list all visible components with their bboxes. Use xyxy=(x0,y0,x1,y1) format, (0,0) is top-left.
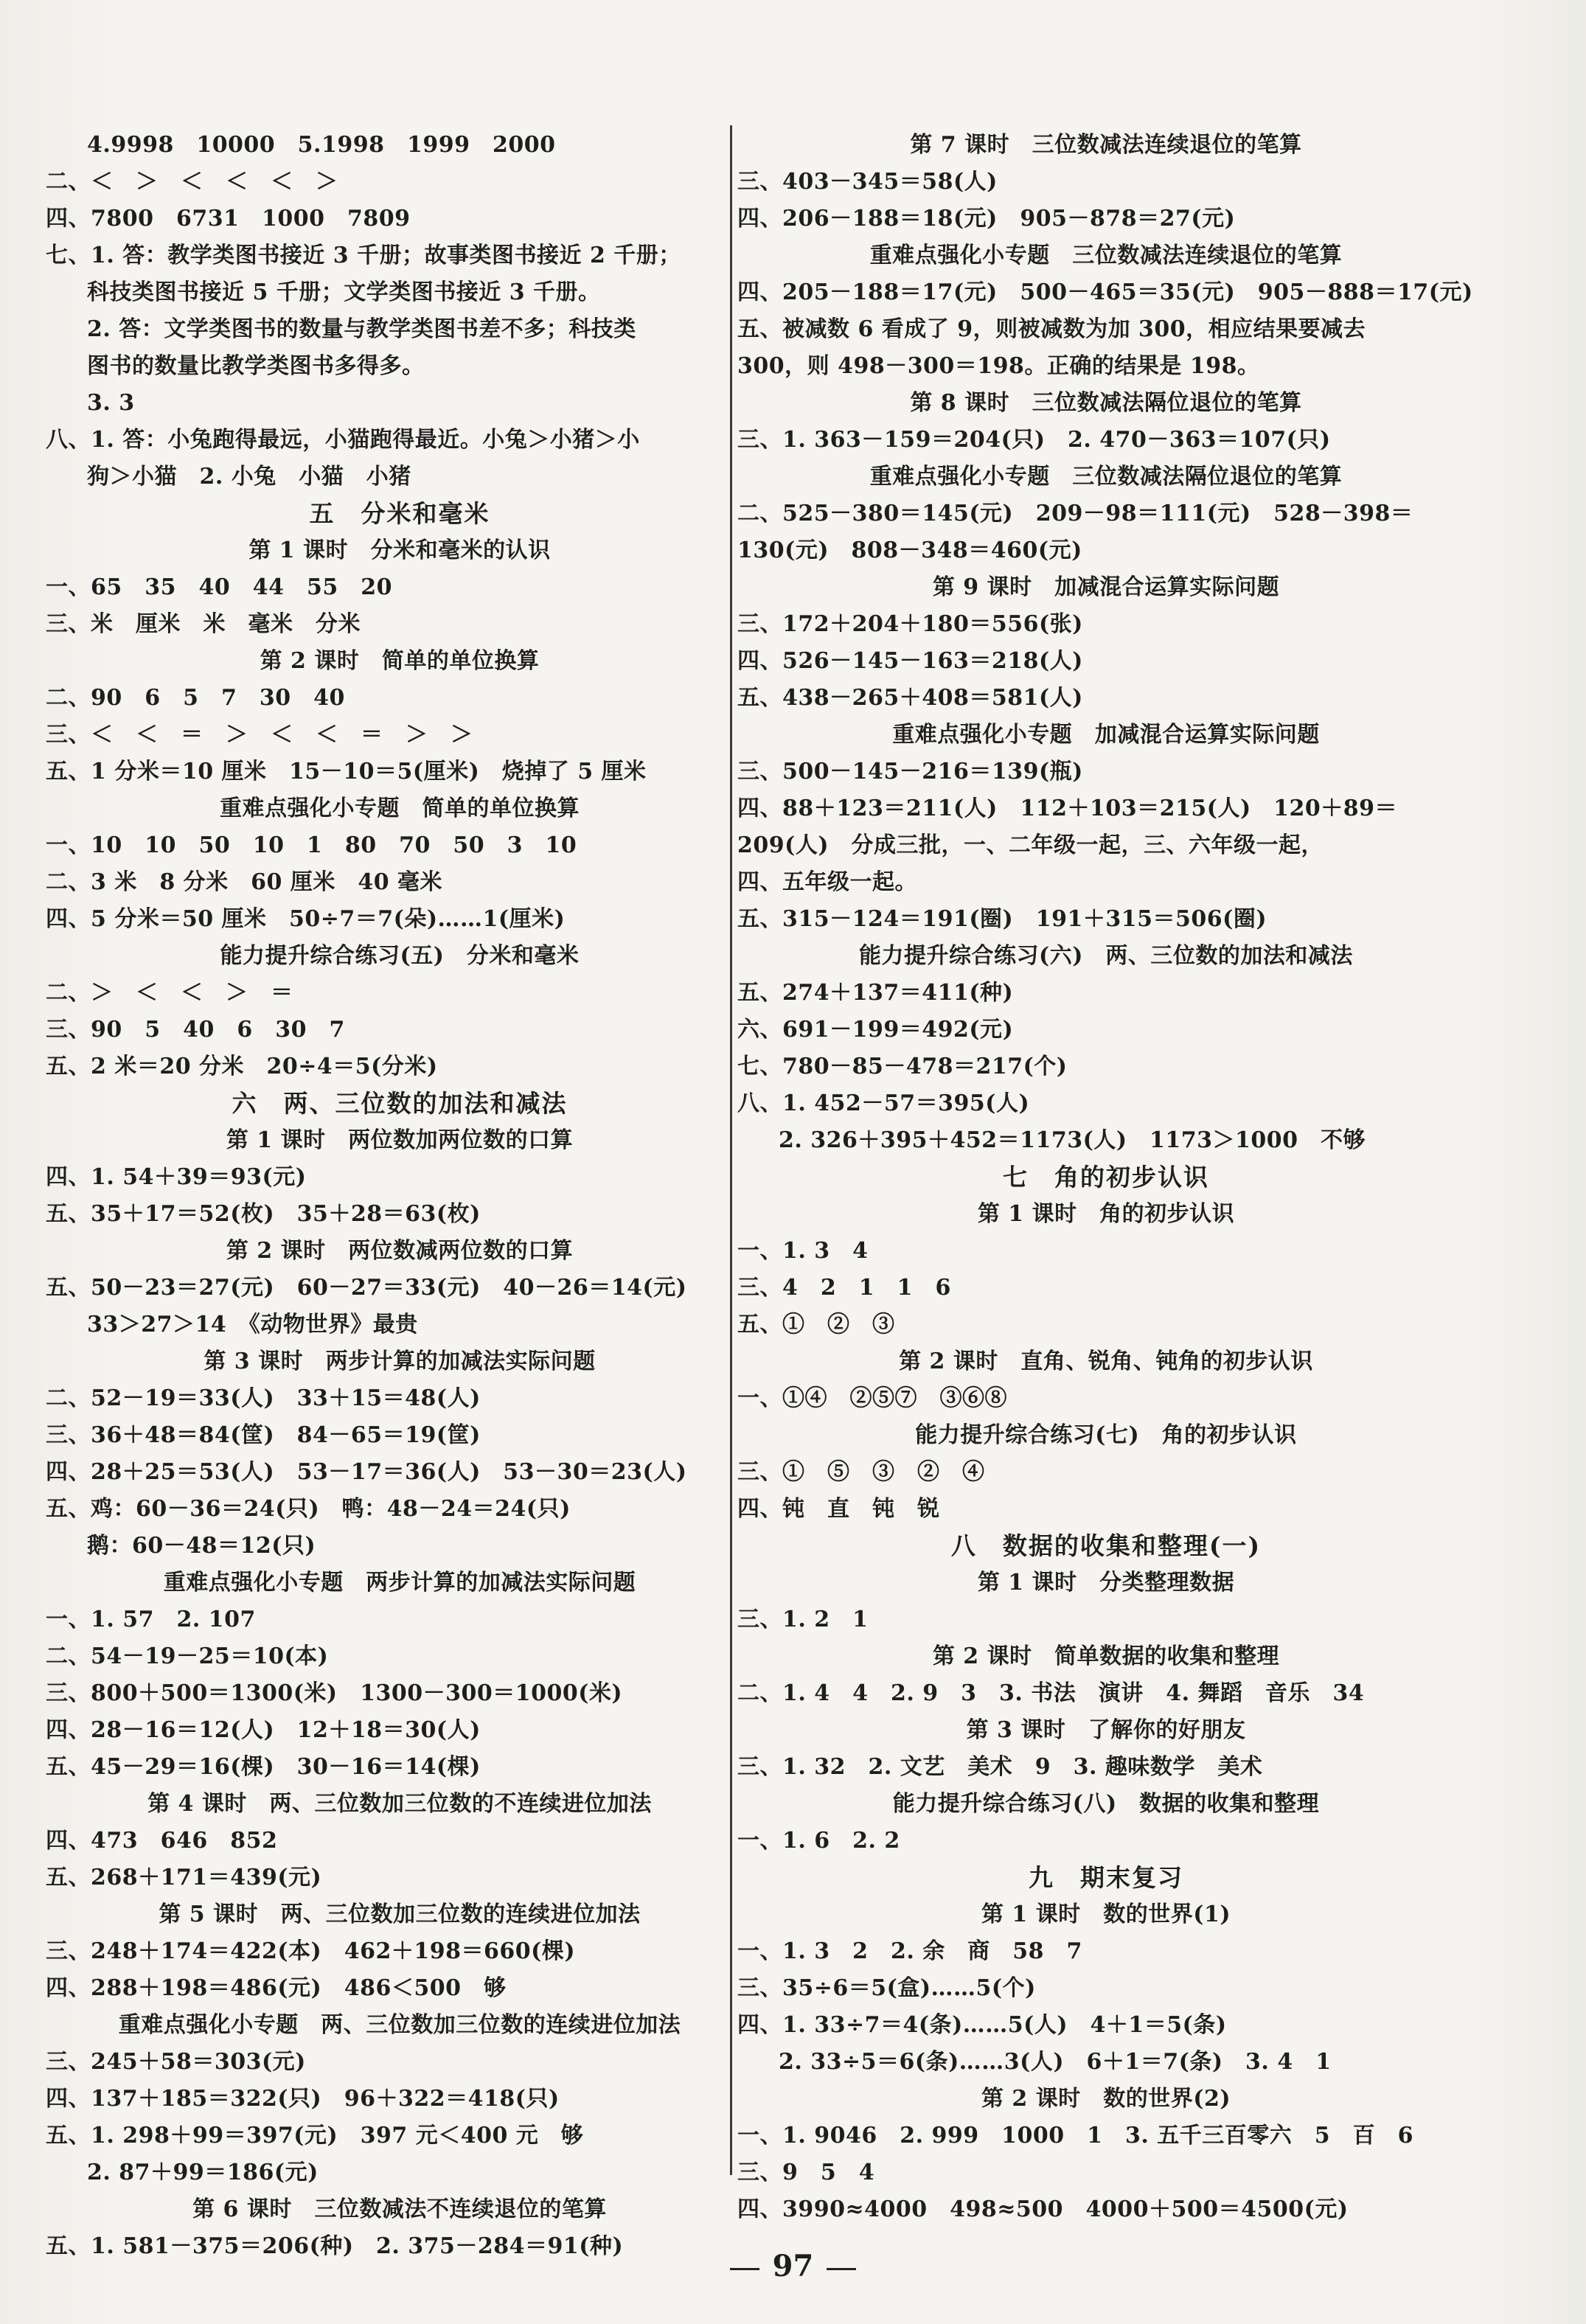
right-answer-line: 四、526－145－163＝218(人) xyxy=(737,648,1083,674)
column-divider xyxy=(730,125,732,2175)
right-answer-line: 三、9 5 4 xyxy=(737,2160,875,2185)
right-lesson-heading: 重难点强化小专题 三位数减法连续退位的笔算 xyxy=(869,243,1343,268)
left-chapter-title: 五 分米和毫米 xyxy=(309,499,490,528)
left-lesson-heading: 第 6 课时 三位数减法不连续退位的笔算 xyxy=(192,2196,607,2222)
right-lesson-heading: 第 1 课时 数的世界(1) xyxy=(981,1902,1231,1927)
left-answer-line: 四、7800 6731 1000 7809 xyxy=(46,206,411,232)
left-lesson-heading: 第 4 课时 两、三位数加三位数的不连续进位加法 xyxy=(147,1791,652,1817)
right-answer-line: 五、被减数 6 看成了 9，则被减数为加 300，相应结果要减去 xyxy=(737,316,1366,342)
left-answer-line: 三、90 5 40 6 30 7 xyxy=(46,1017,345,1043)
right-column xyxy=(737,127,1475,2228)
right-chapter-title: 九 期末复习 xyxy=(1029,1863,1183,1892)
right-answer-line: 2. 33÷5＝6(条)……3(人) 6＋1＝7(条) 3. 4 1 xyxy=(779,2049,1332,2075)
left-answer-line: 三、800＋500＝1300(米) 1300－300＝1000(米) xyxy=(46,1680,623,1706)
right-lesson-heading: 第 9 课时 加减混合运算实际问题 xyxy=(932,574,1280,600)
left-answer-line: 四、137＋185＝322(只) 96＋322＝418(只) xyxy=(46,2086,560,2112)
left-lesson-heading: 能力提升综合练习(五) 分米和毫米 xyxy=(220,943,580,969)
right-answer-line: 二、1. 4 4 2. 9 3 3. 书法 演讲 4. 舞蹈 音乐 34 xyxy=(737,1680,1365,1706)
left-answer-line: 八、1. 答：小兔跑得最远，小猫跑得最近。小兔＞小猪＞小 xyxy=(46,427,640,453)
left-answer-line: 二、＞ ＜ ＜ ＞ ＝ xyxy=(46,980,293,1006)
left-lesson-heading: 重难点强化小专题 简单的单位换算 xyxy=(220,796,580,821)
left-answer-line: 四、473 646 852 xyxy=(46,1828,278,1854)
left-answer-line: 3. 3 xyxy=(87,390,135,416)
left-answer-line: 五、50－23＝27(元) 60－27＝33(元) 40－26＝14(元) xyxy=(46,1275,687,1301)
right-lesson-heading: 能力提升综合练习(六) 两、三位数的加法和减法 xyxy=(859,943,1353,969)
right-answer-line: 四、3990≈4000 498≈500 4000＋500＝4500(元) xyxy=(737,2196,1349,2222)
right-lesson-heading: 第 1 课时 角的初步认识 xyxy=(977,1201,1235,1227)
left-lesson-heading: 第 1 课时 分米和毫米的认识 xyxy=(248,537,551,563)
left-answer-line: 五、鸡：60－36＝24(只) 鸭：48－24＝24(只) xyxy=(46,1496,571,1522)
page-number xyxy=(0,2249,1586,2283)
right-lesson-heading: 第 7 课时 三位数减法连续退位的笔算 xyxy=(910,132,1302,158)
right-answer-line: 三、① ⑤ ③ ② ④ xyxy=(737,1459,985,1485)
right-answer-line: 300，则 498－300＝198。正确的结果是 198。 xyxy=(737,353,1260,379)
right-answer-line: 三、500－145－216＝139(瓶) xyxy=(737,759,1083,784)
left-answer-line: 五、1. 298＋99＝397(元) 397 元＜400 元 够 xyxy=(46,2123,584,2149)
right-answer-line: 三、1. 32 2. 文艺 美术 9 3. 趣味数学 美术 xyxy=(737,1754,1263,1780)
left-lesson-heading: 第 5 课时 两、三位数加三位数的连续进位加法 xyxy=(159,1902,641,1927)
left-answer-line: 二、＜ ＞ ＜ ＜ ＜ ＞ xyxy=(46,169,338,195)
left-lesson-heading: 第 3 课时 两步计算的加减法实际问题 xyxy=(204,1349,596,1374)
right-answer-line: 六、691－199＝492(元) xyxy=(737,1017,1014,1043)
left-answer-line: 四、1. 54＋39＝93(元) xyxy=(46,1164,307,1190)
right-answer-line: 三、1. 2 1 xyxy=(737,1607,869,1632)
right-answer-line: 一、1. 6 2. 2 xyxy=(737,1828,900,1854)
left-answer-line: 三、245＋58＝303(元) xyxy=(46,2049,306,2075)
right-answer-line: 四、88＋123＝211(人) 112＋103＝215(人) 120＋89＝ xyxy=(737,796,1398,821)
right-answer-line: 三、35÷6＝5(盒)……5(个) xyxy=(737,1975,1036,2001)
left-column xyxy=(46,127,754,2265)
left-answer-line: 三、36＋48＝84(筐) 84－65＝19(筐) xyxy=(46,1422,481,1448)
right-answer-line: 四、205－188＝17(元) 500－465＝35(元) 905－888＝17(元) xyxy=(737,279,1473,305)
right-answer-line: 五、438－265＋408＝581(人) xyxy=(737,685,1083,711)
left-answer-line: 科技类图书接近 5 千册；文学类图书接近 3 千册。 xyxy=(87,279,601,305)
left-answer-line: 鹅：60－48＝12(只) xyxy=(87,1533,316,1559)
page-number-dash-left xyxy=(730,2268,759,2270)
right-answer-line: 一、①④ ②⑤⑦ ③⑥⑧ xyxy=(737,1385,1007,1411)
right-answer-line: 四、1. 33÷7＝4(条)……5(人) 4＋1＝5(条) xyxy=(737,2012,1227,2038)
left-answer-line: 四、28＋25＝53(人) 53－17＝36(人) 53－30＝23(人) xyxy=(46,1459,687,1485)
right-lesson-heading: 重难点强化小专题 三位数减法隔位退位的笔算 xyxy=(869,464,1343,490)
left-answer-line: 2. 答：文学类图书的数量与教学类图书差不多；科技类 xyxy=(87,316,636,342)
left-answer-line: 图书的数量比教学类图书多得多。 xyxy=(87,353,425,379)
right-lesson-heading: 第 2 课时 直角、锐角、钝角的初步认识 xyxy=(899,1349,1313,1374)
left-answer-line: 二、54－19－25＝10(本) xyxy=(46,1643,329,1669)
left-answer-line: 五、1 分米＝10 厘米 15－10＝5(厘米) 烧掉了 5 厘米 xyxy=(46,759,647,784)
left-answer-line: 一、10 10 50 10 1 80 70 50 3 10 xyxy=(46,832,577,858)
right-answer-line: 三、403－345＝58(人) xyxy=(737,169,998,195)
right-lesson-heading: 第 2 课时 简单数据的收集和整理 xyxy=(932,1643,1280,1669)
left-answer-line: 二、52－19＝33(人) 33＋15＝48(人) xyxy=(46,1385,481,1411)
right-answer-line: 2. 326＋395＋452＝1173(人) 1173＞1000 不够 xyxy=(779,1127,1366,1153)
right-chapter-title: 七 角的初步认识 xyxy=(1003,1163,1209,1191)
left-answer-line: 33＞27＞14 《动物世界》最贵 xyxy=(87,1312,418,1337)
left-lesson-heading: 第 1 课时 两位数加两位数的口算 xyxy=(226,1127,574,1153)
right-answer-line: 四、钝 直 钝 锐 xyxy=(737,1496,940,1522)
left-answer-line: 一、65 35 40 44 55 20 xyxy=(46,574,392,600)
left-answer-line: 五、35＋17＝52(枚) 35＋28＝63(枚) xyxy=(46,1201,481,1227)
left-lesson-heading: 重难点强化小专题 两、三位数加三位数的连续进位加法 xyxy=(118,2012,681,2038)
left-answer-line: 五、1. 581－375＝206(种) 2. 375－284＝91(种) xyxy=(46,2233,624,2259)
right-lesson-heading: 能力提升综合练习(八) 数据的收集和整理 xyxy=(892,1791,1320,1817)
right-answer-line: 209(人) 分成三批，一、二年级一起，三、六年级一起， xyxy=(737,832,1324,858)
left-answer-line: 四、288＋198＝486(元) 486＜500 够 xyxy=(46,1975,507,2001)
left-answer-line: 一、1. 57 2. 107 xyxy=(46,1607,256,1632)
left-answer-line: 三、米 厘米 米 毫米 分米 xyxy=(46,611,361,637)
right-answer-line: 一、1. 9046 2. 999 1000 1 3. 五千三百零六 5 百 6 xyxy=(737,2123,1414,2149)
left-answer-line: 五、268＋171＝439(元) xyxy=(46,1865,322,1890)
right-lesson-heading: 重难点强化小专题 加减混合运算实际问题 xyxy=(892,722,1320,748)
left-answer-line: 三、＜ ＜ ＝ ＞ ＜ ＜ ＝ ＞ ＞ xyxy=(46,722,473,748)
left-answer-line: 2. 87＋99＝186(元) xyxy=(87,2160,319,2185)
right-answer-line: 三、1. 363－159＝204(只) 2. 470－363＝107(只) xyxy=(737,427,1331,453)
right-answer-line: 四、206－188＝18(元) 905－878＝27(元) xyxy=(737,206,1236,232)
right-answer-line: 四、五年级一起。 xyxy=(737,869,917,895)
right-lesson-heading: 第 2 课时 数的世界(2) xyxy=(981,2086,1231,2112)
left-lesson-heading: 重难点强化小专题 两步计算的加减法实际问题 xyxy=(163,1570,636,1596)
page-number-value: 97 xyxy=(772,2249,814,2283)
right-answer-line: 三、4 2 1 1 6 xyxy=(737,1275,951,1301)
left-answer-line: 4.9998 10000 5.1998 1999 2000 xyxy=(87,132,556,158)
left-answer-line: 四、28－16＝12(人) 12＋18＝30(人) xyxy=(46,1717,481,1743)
right-answer-line: 八、1. 452－57＝395(人) xyxy=(737,1090,1030,1116)
left-answer-line: 四、5 分米＝50 厘米 50÷7＝7(朵)……1(厘米) xyxy=(46,906,566,932)
left-lesson-heading: 第 2 课时 简单的单位换算 xyxy=(260,648,540,674)
right-answer-line: 二、525－380＝145(元) 209－98＝111(元) 528－398＝ xyxy=(737,501,1413,526)
right-answer-line: 三、172＋204＋180＝556(张) xyxy=(737,611,1083,637)
right-lesson-heading: 第 3 课时 了解你的好朋友 xyxy=(966,1717,1246,1743)
left-answer-line: 五、2 米＝20 分米 20÷4＝5(分米) xyxy=(46,1054,438,1079)
left-answer-line: 狗＞小猫 2. 小兔 小猫 小猪 xyxy=(87,464,411,490)
page-number-dash-right xyxy=(827,2268,856,2270)
right-chapter-title: 八 数据的收集和整理(一) xyxy=(950,1531,1262,1560)
right-lesson-heading: 第 8 课时 三位数减法隔位退位的笔算 xyxy=(910,390,1302,416)
left-lesson-heading: 第 2 课时 两位数减两位数的口算 xyxy=(226,1238,574,1264)
left-answer-line: 二、90 6 5 7 30 40 xyxy=(46,685,345,711)
right-answer-line: 五、① ② ③ xyxy=(737,1312,895,1337)
left-answer-line: 五、45－29＝16(棵) 30－16＝14(棵) xyxy=(46,1754,481,1780)
right-lesson-heading: 能力提升综合练习(七) 角的初步认识 xyxy=(915,1422,1297,1448)
right-answer-line: 130(元) 808－348＝460(元) xyxy=(737,537,1082,563)
right-answer-line: 五、315－124＝191(圈) 191＋315＝506(圈) xyxy=(737,906,1267,932)
right-answer-line: 七、780－85－478＝217(个) xyxy=(737,1054,1068,1079)
left-answer-line: 二、3 米 8 分米 60 厘米 40 毫米 xyxy=(46,869,443,895)
right-answer-line: 五、274＋137＝411(种) xyxy=(737,980,1014,1006)
left-chapter-title: 六 两、三位数的加法和减法 xyxy=(232,1089,568,1118)
right-answer-line: 一、1. 3 4 xyxy=(737,1238,869,1264)
right-lesson-heading: 第 1 课时 分类整理数据 xyxy=(977,1570,1235,1596)
left-answer-line: 七、1. 答：教学类图书接近 3 千册；故事类图书接近 2 千册； xyxy=(46,243,681,268)
right-answer-line: 一、1. 3 2 2. 余 商 58 7 xyxy=(737,1938,1082,1964)
left-answer-line: 三、248＋174＝422(本) 462＋198＝660(棵) xyxy=(46,1938,576,1964)
